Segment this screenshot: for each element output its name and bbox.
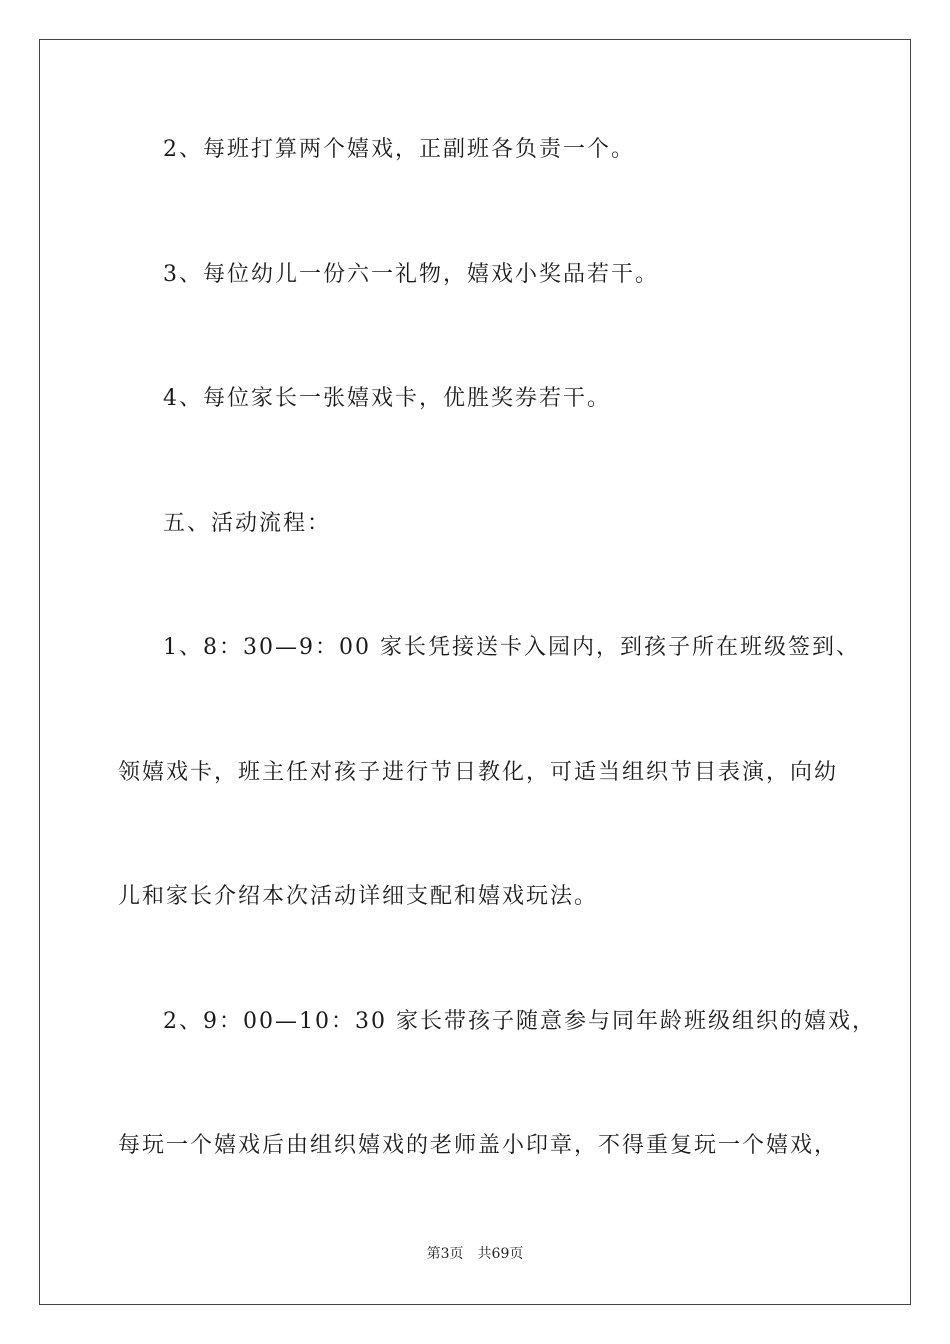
paragraph-line: 2、9：00—10：30 家长带孩子随意参与同年龄班级组织的嬉戏， bbox=[163, 1009, 876, 1034]
section-heading: 五、活动流程： bbox=[163, 511, 332, 536]
paragraph-line: 3、每位幼儿一份六一礼物，嬉戏小奖品若干。 bbox=[163, 262, 659, 287]
paragraph-line: 每玩一个嬉戏后由组织嬉戏的老师盖小印章，不得重复玩一个嬉戏， bbox=[118, 1133, 839, 1158]
page-number: 第3页 bbox=[426, 1246, 464, 1262]
page-border bbox=[39, 39, 911, 1305]
page-footer bbox=[0, 1244, 950, 1264]
paragraph-line: 1、8：30—9：00 家长凭接送卡入园内，到孩子所在班级签到、 bbox=[163, 635, 860, 660]
page-total: 共69页 bbox=[477, 1246, 524, 1262]
paragraph-line: 儿和家长介绍本次活动详细支配和嬉戏玩法。 bbox=[118, 884, 599, 909]
paragraph-line: 2、每班打算两个嬉戏，正副班各负责一个。 bbox=[163, 137, 635, 162]
paragraph-line: 4、每位家长一张嬉戏卡，优胜奖券若干。 bbox=[163, 386, 611, 411]
paragraph-line: 领嬉戏卡，班主任对孩子进行节日教化，可适当组织节目表演，向幼 bbox=[118, 760, 839, 785]
